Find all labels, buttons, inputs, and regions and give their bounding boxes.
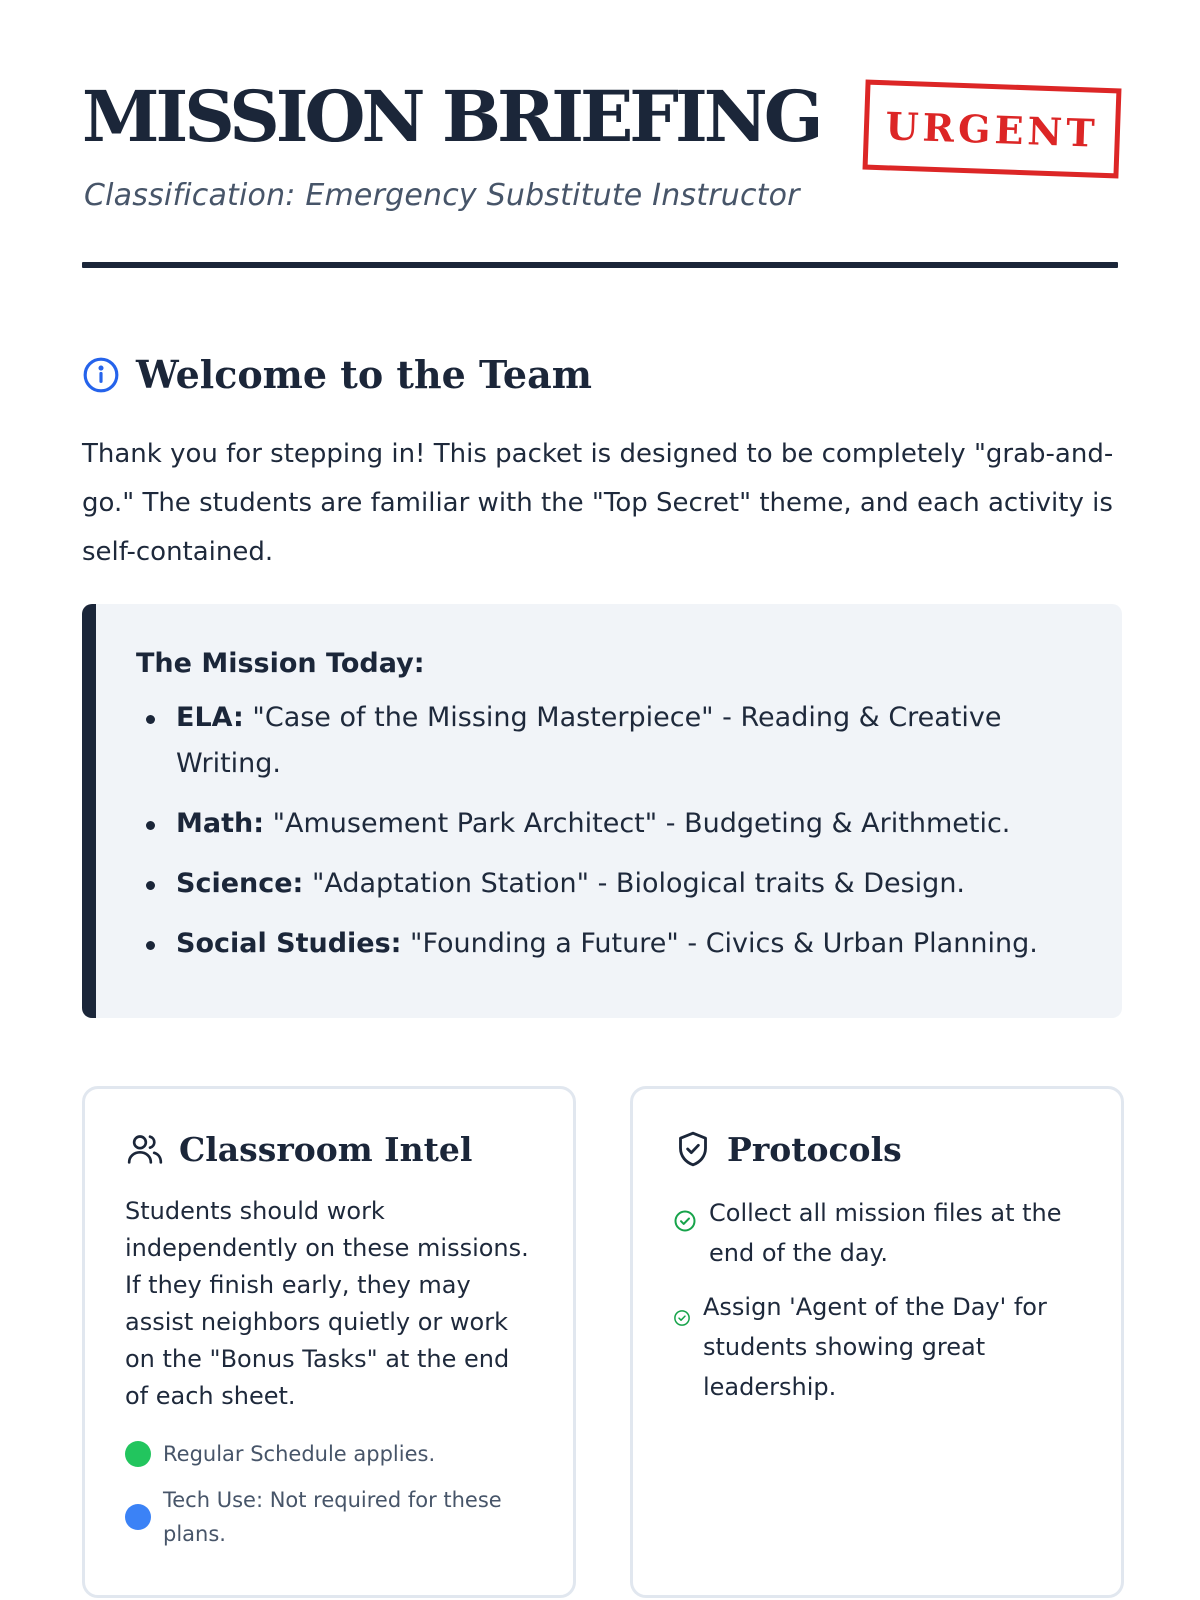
mission-title: The Mission Today: [136, 648, 425, 679]
protocols-card [630, 1086, 1124, 1598]
mission-subject: Social Studies: [176, 928, 402, 959]
welcome-heading-row [82, 352, 592, 397]
check-circle-icon [673, 1299, 691, 1339]
status-schedule [125, 1437, 533, 1471]
mission-subject: Math: [176, 808, 265, 839]
status-label: Regular Schedule applies. [163, 1442, 436, 1466]
mission-description: "Case of the Missing Masterpiece" - Reading & Creative Writing. [176, 702, 1002, 779]
info-icon [82, 356, 120, 394]
classroom-intel-card [82, 1086, 576, 1598]
protocol-text: Collect all mission files at the end of the day. [709, 1199, 1062, 1267]
check-circle-icon [673, 1205, 697, 1245]
users-icon [125, 1129, 165, 1169]
green-status-dot [125, 1441, 151, 1467]
mission-description: "Amusement Park Architect" - Budgeting & Arithmetic. [264, 808, 1011, 839]
status-label: Tech Use: Not required for these plans. [163, 1488, 502, 1546]
protocols-heading: Protocols [727, 1129, 902, 1169]
header-divider [82, 262, 1118, 268]
mission-description: "Founding a Future" - Civics & Urban Planning. [401, 928, 1038, 959]
mission-panel [82, 604, 1122, 1018]
intel-heading: Classroom Intel [179, 1129, 473, 1169]
mission-item-science [136, 861, 1082, 907]
page-title: MISSION BRIEFING [82, 75, 820, 158]
mission-description: "Adaptation Station" - Biological traits & Design. [303, 868, 966, 899]
mission-item-math [136, 801, 1082, 847]
shield-check-icon [673, 1129, 713, 1169]
intel-text: Students should work independently on these missions. If they finish early, they may assist neighbors quietly or work on the "Bonus Tasks" at the end of each sheet. [125, 1197, 529, 1410]
mission-item-ela [136, 695, 1082, 787]
protocols-list [673, 1193, 1081, 1407]
protocol-text: Assign 'Agent of the Day' for students showing great leadership. [703, 1293, 1047, 1401]
blue-status-dot [125, 1504, 151, 1530]
mission-subject: ELA: [176, 702, 244, 733]
mission-item-social-studies [136, 921, 1082, 967]
welcome-heading: Welcome to the Team [136, 352, 592, 397]
protocol-item [673, 1287, 1081, 1407]
status-list [125, 1437, 533, 1551]
protocol-item [673, 1193, 1081, 1273]
page-subtitle: Classification: Emergency Substitute Instructor [84, 178, 800, 213]
mission-list [136, 695, 1082, 967]
protocols-heading-row [673, 1129, 1081, 1169]
welcome-text: Thank you for stepping in! This packet is designed to be completely "grab-and-go." The students are familiar with the "Top Secret" theme, and each activity is self-contained. [82, 439, 1114, 567]
mission-subject: Science: [176, 868, 304, 899]
header [82, 0, 1118, 272]
urgent-stamp: URGENT [863, 80, 1122, 179]
status-tech [125, 1483, 533, 1551]
intel-heading-row [125, 1129, 533, 1169]
